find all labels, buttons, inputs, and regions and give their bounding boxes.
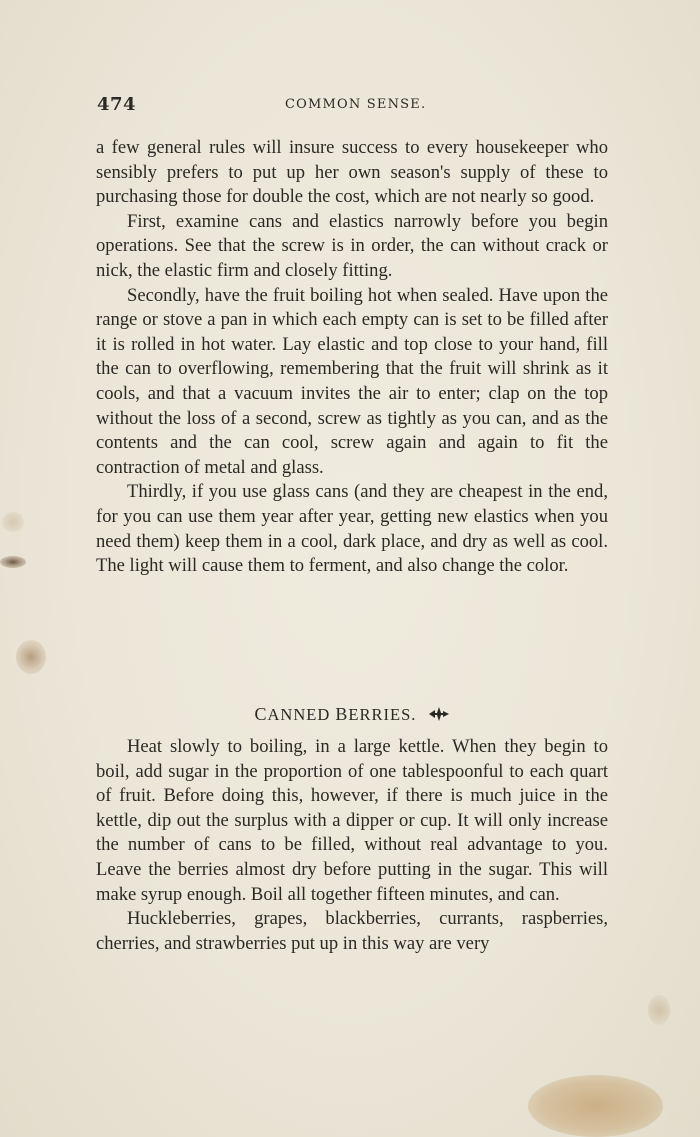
- paragraph-secondly: Secondly, have the fruit boiling hot when sealed. Have upon the range or stove a pan in which each empty can is set to be filled after it is rolled in hot water. Lay elastic and top close to your hand, fill the can to overflowing, remembering that the fruit will shrink as it cools, and that a vacuum invites the air to enter; clap on the top without the loss of a second, screw as tightly as you can, and as the contents and the can cool, screw again and again to fit the contraction of metal and glass.: [96, 284, 608, 478]
- paragraph-first: First, examine cans and elastics narrowly before you begin operations. See that the screw is in order, the can without crack or nick, the elastic firm and closely fitting.: [96, 210, 608, 281]
- section-heading: [96, 704, 608, 727]
- paragraph-thirdly: Thirdly, if you use glass cans (and they are cheapest in the end, for you can use them year after year, getting new elastics when you need them) keep them in a cool, dark place, and dry as well as cool. The light will cause them to ferment, and also change the color.: [96, 481, 608, 577]
- foxing-spot-left: [16, 640, 46, 674]
- ink-mark-left: [0, 556, 26, 568]
- pointing-hand-ornament-icon: [428, 706, 450, 727]
- body-text: [96, 136, 608, 579]
- heading-initial-1: C: [254, 704, 268, 724]
- paragraph-continued: a few general rules will insure success to every housekeeper who sensibly prefers to put up her own season's supply of these to purchasing those for double the cost, which are not nearly so good.: [96, 137, 608, 208]
- paragraph-recipe: Heat slowly to boiling, in a large kettle. When they begin to boil, add sugar in the proportion of one tablespoonful to each quart of fruit. Before doing this, however, if there is much juice in the kettle, dip out the surplus with a dipper or cup. It will only increase the number of cans to be filled, without real advantage to you. Leave the berries almost dry before putting in the sugar. This will make syrup enough. Boil all together fifteen minutes, and can.: [96, 736, 608, 905]
- heading-rest-1: ANNED: [267, 705, 331, 724]
- page-header: [97, 94, 607, 118]
- heading-rest-2: ERRIES.: [348, 705, 417, 724]
- paragraph-berries: Huckleberries, grapes, blackberries, currants, raspberries, cherries, and strawberries put up in this way are very: [96, 908, 608, 954]
- foxing-spot-top-left: [2, 512, 24, 532]
- section-body: [96, 735, 608, 956]
- page-number: 474: [97, 94, 137, 115]
- running-head: COMMON SENSE.: [285, 97, 427, 112]
- foxing-spot-right: [648, 995, 670, 1025]
- water-stain-bottom: [528, 1075, 663, 1137]
- heading-initial-2: B: [335, 704, 349, 724]
